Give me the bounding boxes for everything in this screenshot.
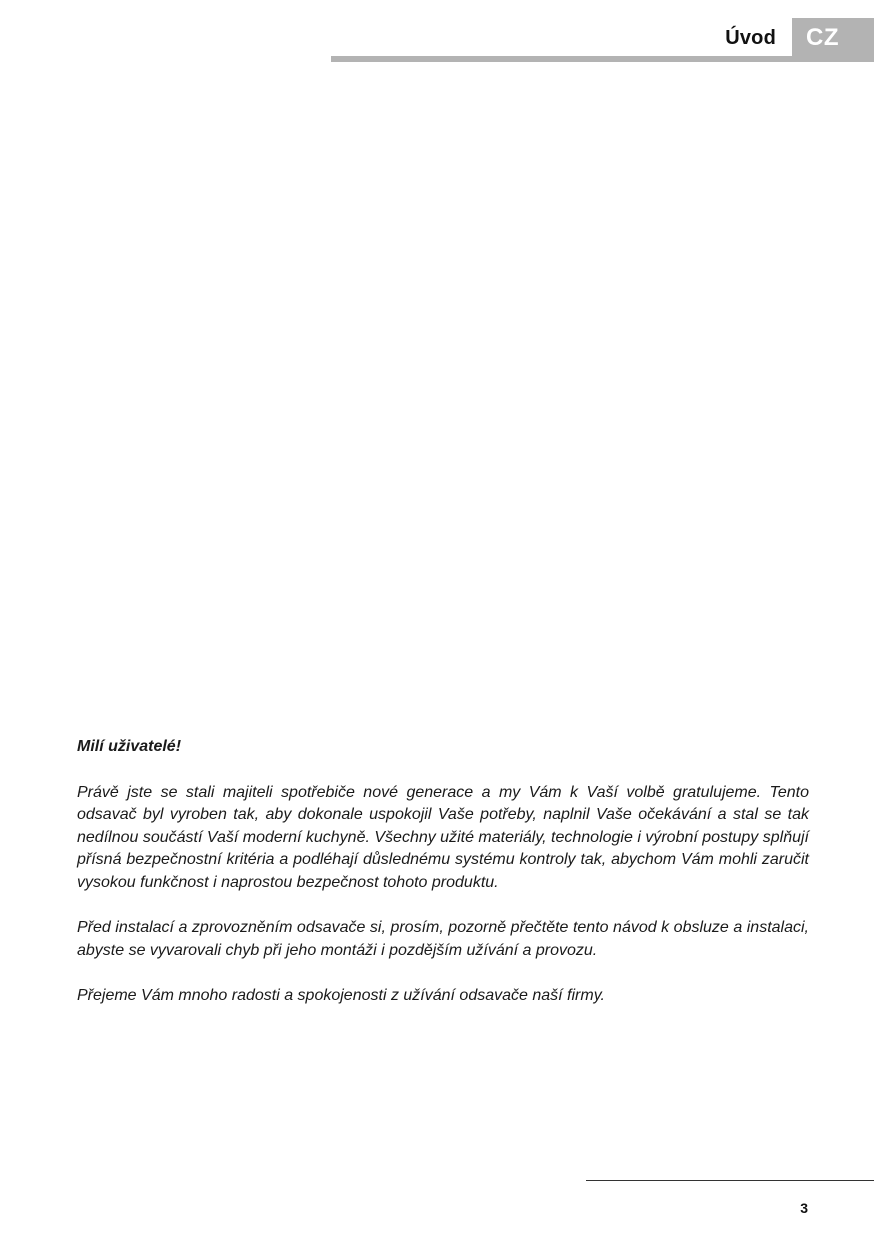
intro-text (77, 736, 809, 1031)
greeting: Milí uživatelé! (77, 738, 182, 755)
language-badge: CZ (792, 18, 874, 58)
paragraph-closing: Přejeme Vám mnoho radosti a spokojenosti z užívání odsavače naší firmy. (77, 987, 605, 1004)
section-title: Úvod (725, 27, 776, 49)
paragraph-instructions: Před instalací a zprovozněním odsavače si, prosím, pozorně přečtěte tento návod k obsluze a instalaci, abyste se vyvarovali chyb při jeho montáži i pozdějším užívání a provozu. (77, 919, 809, 959)
paragraph-intro: Právě jste se stali majiteli spotřebiče nové generace a my Vám k Vaší volbě gratulujeme. Tento odsavač byl vyroben tak, aby dokonale uspokojil Vaše potřeby, naplnil Vaše očekávání a stal se tak nedílnou součástí Vaší moderní kuchyně. Všechny užité materiály, technologie i výrobní postupy splňují přísná bezpečnostní kritéria a podléhají důslednému systému kontroly tak, abychom Vám mohli zaručit vysokou funkčnost i naprostou bezpečnost tohoto produktu. (77, 783, 809, 891)
footer-rule (586, 1180, 874, 1181)
page-number: 3 (800, 1200, 808, 1216)
